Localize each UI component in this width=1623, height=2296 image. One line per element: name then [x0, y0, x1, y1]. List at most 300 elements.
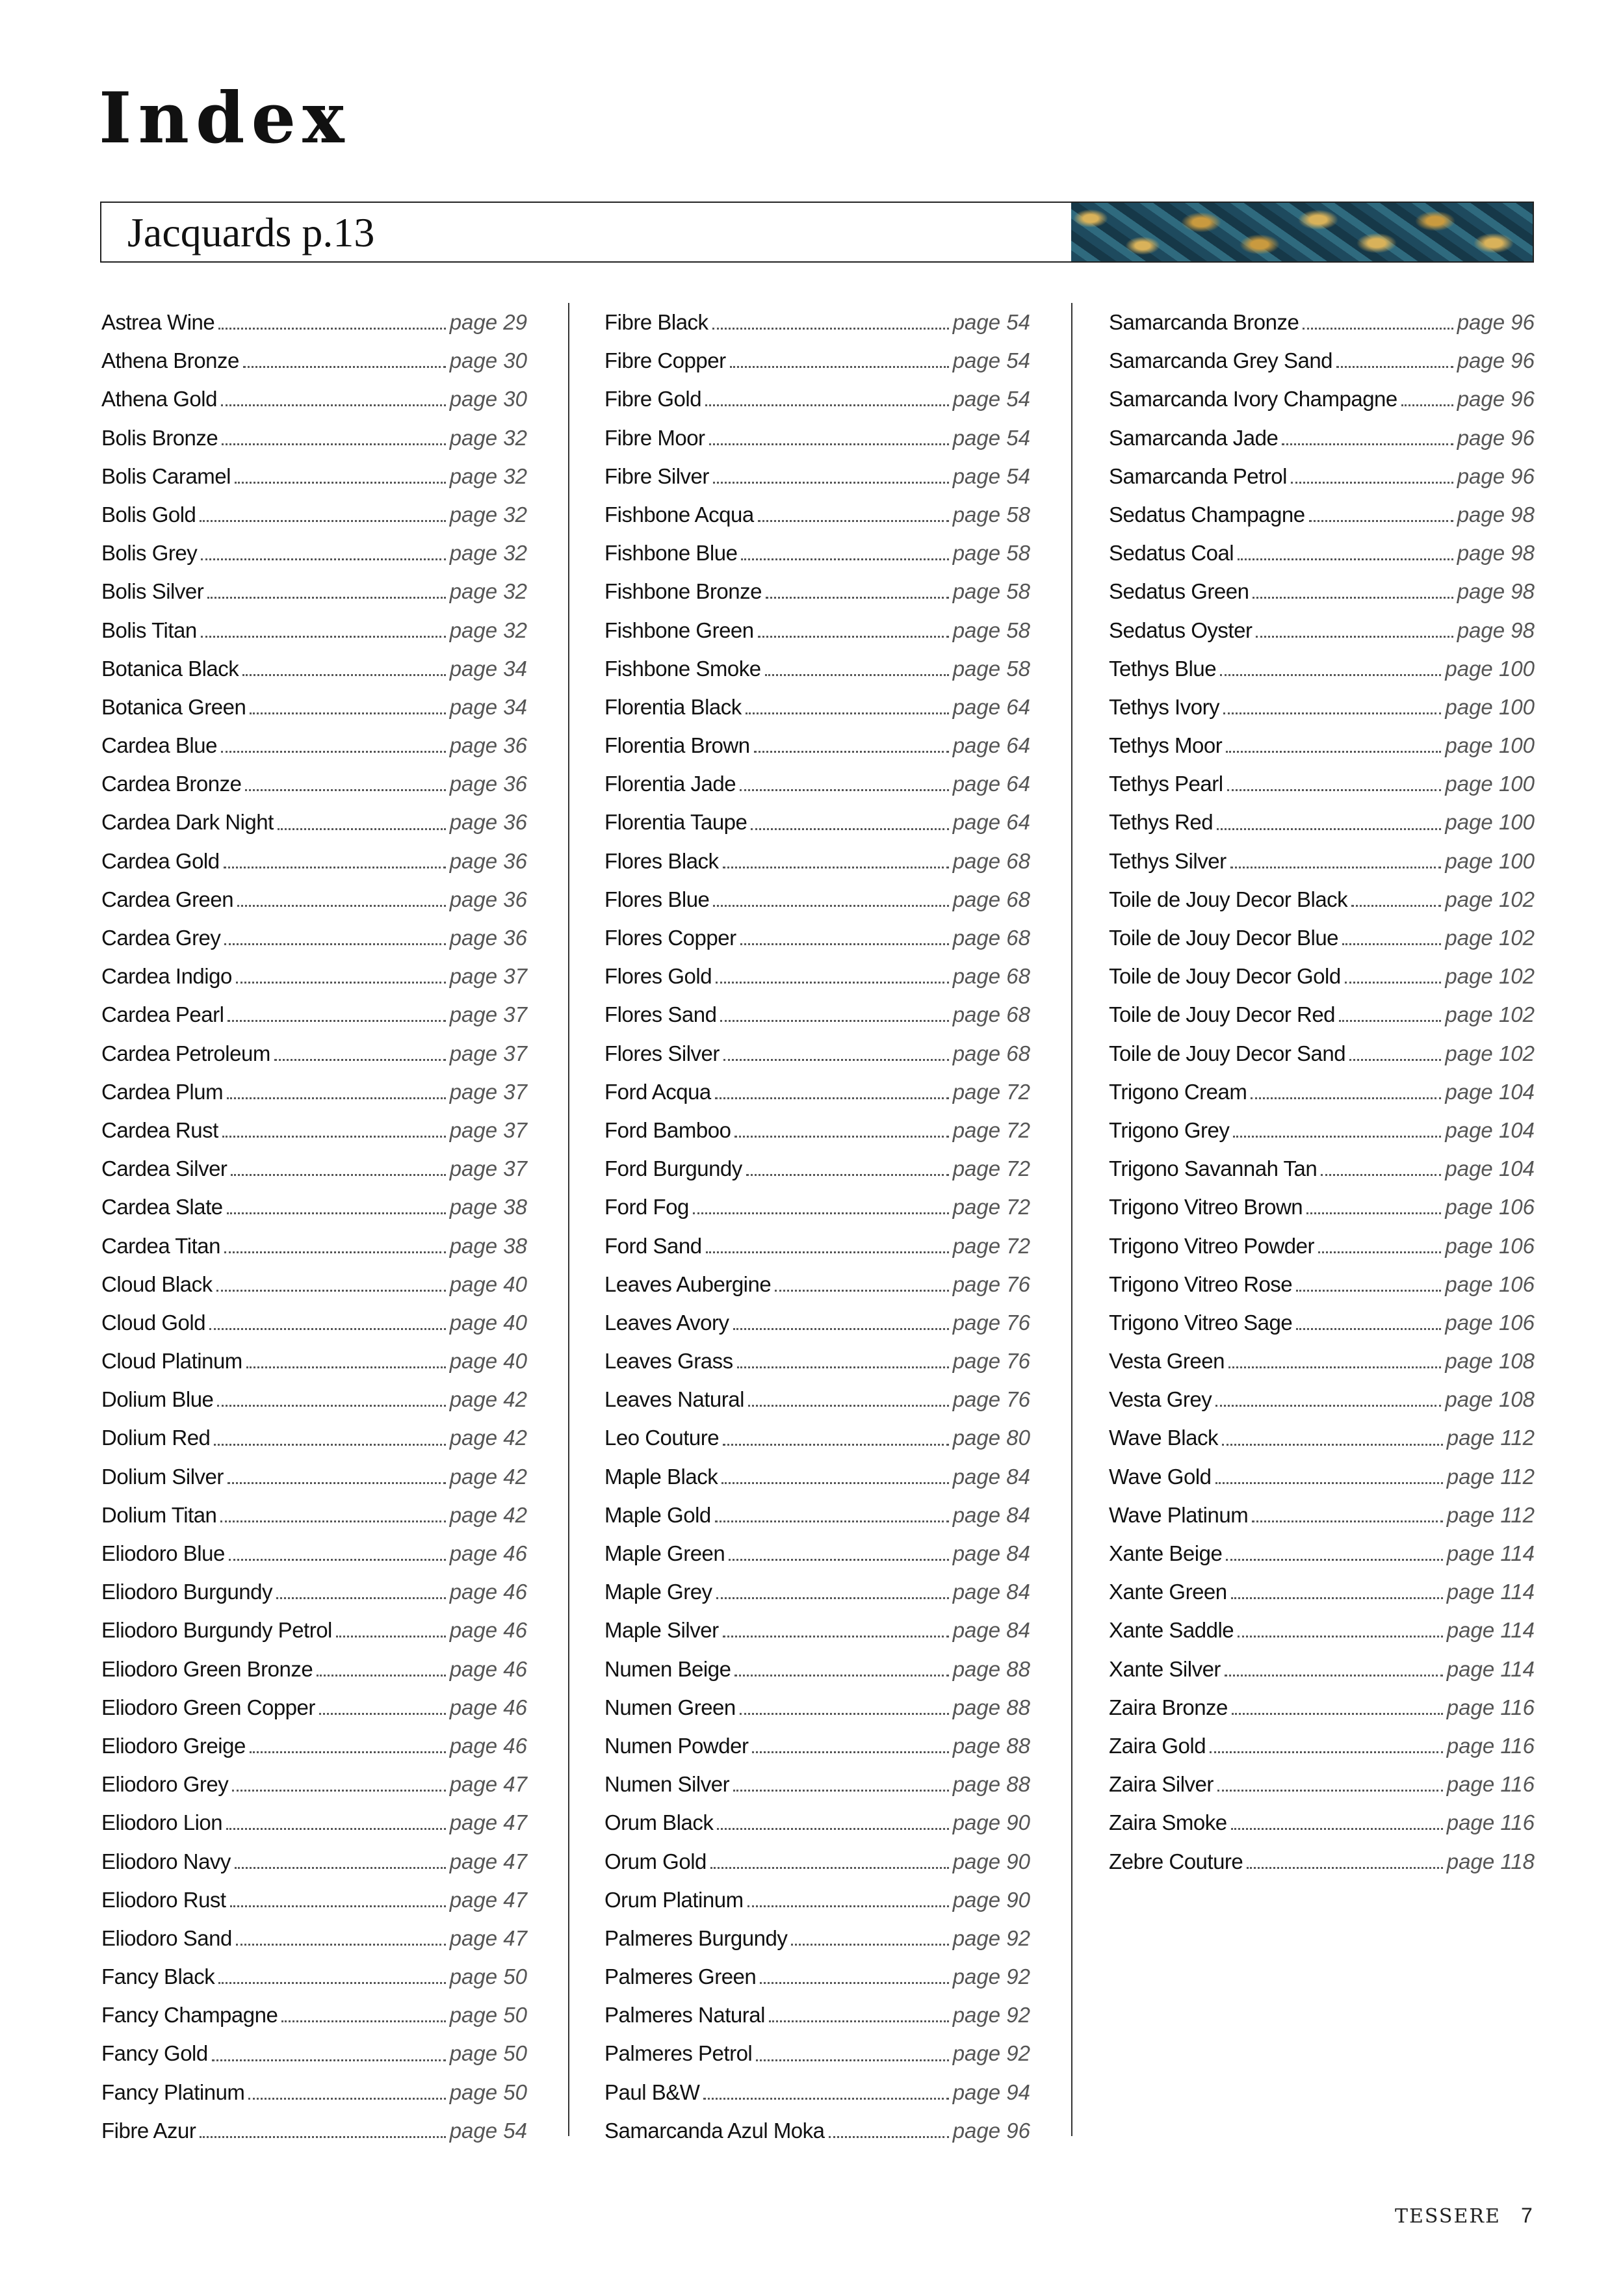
dot-leader [716, 982, 949, 984]
index-entry [1109, 1572, 1535, 1611]
page-title: Index [99, 77, 351, 159]
index-entry [1109, 495, 1535, 534]
dot-leader [236, 982, 446, 984]
index-entry [1109, 764, 1535, 803]
index-column-1 [101, 303, 527, 2150]
dot-leader [766, 597, 949, 599]
dot-leader [1225, 1675, 1443, 1676]
dot-leader [752, 1751, 948, 1753]
index-entry-name: Fibre Silver [604, 463, 709, 488]
index-entry [101, 957, 527, 995]
index-entry-name: Fishbone Blue [604, 541, 738, 566]
index-entry-name: Flores Blue [604, 887, 710, 911]
index-entry-page: page 116 [1446, 1733, 1535, 1758]
index-entry-page: page 90 [952, 1887, 1030, 1912]
index-entry-name: Flores Copper [604, 926, 736, 950]
dot-leader [760, 1982, 948, 1984]
dot-leader [236, 1944, 446, 1946]
index-entry-page: page 114 [1446, 1656, 1535, 1681]
index-entry [101, 572, 527, 610]
index-entry-name: Cardea Rust [101, 1117, 218, 1142]
index-entry [101, 1034, 527, 1073]
dot-leader [207, 597, 445, 599]
index-entry [101, 1111, 527, 1149]
section-title: Jacquards p.13 [127, 209, 375, 255]
index-entry-name: Sedatus Green [1109, 579, 1249, 604]
index-entry-name: Leaves Aubergine [604, 1272, 772, 1296]
index-entry-page: page 106 [1445, 1272, 1535, 1296]
index-entry-name: Vesta Green [1109, 1349, 1225, 1374]
index-entry [604, 1034, 1030, 1073]
index-entry-page: page 72 [952, 1079, 1030, 1104]
index-entry [101, 2111, 527, 2150]
index-entry [1109, 1418, 1535, 1457]
index-entry-page: page 88 [952, 1695, 1030, 1719]
dot-leader [221, 404, 446, 406]
dot-leader [200, 520, 445, 522]
index-entry [101, 1996, 527, 2034]
index-entry [101, 1303, 527, 1342]
index-entry [604, 534, 1030, 572]
dot-leader [231, 1174, 445, 1176]
index-entry-page: page 32 [449, 579, 527, 604]
index-entry [1109, 1227, 1535, 1265]
dot-leader [1231, 1828, 1443, 1830]
index-entry-page: page 72 [952, 1195, 1030, 1220]
index-entry-name: Xante Beige [1109, 1541, 1223, 1565]
index-entry-name: Toile de Jouy Decor Sand [1109, 1041, 1346, 1065]
index-entry-page: page 116 [1446, 1810, 1535, 1835]
index-entry [604, 1073, 1030, 1111]
dot-leader [1226, 751, 1441, 753]
index-entry [1109, 1534, 1535, 1572]
index-entry-page: page 84 [952, 1502, 1030, 1527]
index-entry-page: page 47 [449, 1849, 527, 1873]
index-entry [101, 1496, 527, 1534]
dot-leader [1238, 1636, 1443, 1637]
dot-leader [1217, 1790, 1443, 1792]
index-entry [604, 380, 1030, 418]
dot-leader [243, 366, 446, 368]
index-entry-name: Maple Gold [604, 1502, 711, 1527]
index-entry-name: Xante Green [1109, 1580, 1227, 1604]
index-entry-page: page 36 [449, 810, 527, 835]
index-entry [1109, 1342, 1535, 1380]
index-entry [604, 649, 1030, 688]
dot-leader [218, 328, 445, 330]
index-entry-name: Tethys Moor [1109, 733, 1223, 758]
index-entry-name: Cardea Plum [101, 1079, 224, 1104]
dot-leader [237, 905, 446, 907]
dot-leader [1336, 366, 1453, 368]
index-entry-name: Fancy Gold [101, 2041, 208, 2066]
index-entry-name: Botanica Black [101, 656, 239, 681]
index-entry-name: Astrea Wine [101, 310, 215, 334]
index-entry-name: Athena Bronze [101, 348, 239, 373]
index-entry [604, 1765, 1030, 1803]
index-entry-page: page 102 [1445, 1002, 1535, 1027]
index-entry-page: page 34 [449, 694, 527, 719]
dot-leader [734, 1136, 948, 1138]
index-entry [604, 1111, 1030, 1149]
index-entry-page: page 64 [952, 772, 1030, 796]
index-entry-name: Cloud Platinum [101, 1349, 242, 1374]
index-entry-page: page 54 [449, 2118, 527, 2143]
dot-leader [1217, 828, 1441, 830]
index-entry-page: page 112 [1446, 1502, 1535, 1527]
index-entry [604, 572, 1030, 610]
index-entry-page: page 102 [1445, 964, 1535, 989]
index-entry [1109, 1688, 1535, 1727]
index-entry-page: page 98 [1457, 579, 1535, 604]
index-entry-name: Cloud Gold [101, 1310, 206, 1335]
index-entry [604, 842, 1030, 880]
index-entry-name: Maple Silver [604, 1618, 719, 1643]
index-entry [101, 419, 527, 457]
index-entry-name: Trigono Cream [1109, 1079, 1247, 1104]
index-entry-name: Fishbone Bronze [604, 579, 762, 604]
index-entry [101, 534, 527, 572]
dot-leader [1256, 636, 1453, 638]
dot-leader [230, 1905, 446, 1907]
dot-leader [274, 1059, 446, 1061]
index-entry-name: Fishbone Green [604, 618, 754, 642]
index-entry [604, 1188, 1030, 1226]
index-entry-page: page 118 [1446, 1849, 1535, 1873]
index-entry-page: page 54 [952, 310, 1030, 334]
index-entry-page: page 108 [1445, 1349, 1535, 1374]
dot-leader [1231, 1597, 1443, 1599]
dot-leader [201, 558, 445, 560]
index-entry [604, 1881, 1030, 1919]
dot-leader [218, 1982, 445, 1984]
dot-leader [1220, 674, 1441, 676]
index-entry-page: page 68 [952, 964, 1030, 989]
column-divider [1071, 303, 1072, 2136]
index-entry-page: page 46 [449, 1618, 527, 1643]
index-entry-name: Fancy Black [101, 1964, 215, 1989]
index-entry [1109, 649, 1535, 688]
index-entry-page: page 46 [449, 1695, 527, 1719]
dot-leader [730, 366, 949, 368]
index-entry [604, 1265, 1030, 1303]
dot-leader [721, 1482, 948, 1484]
index-entry [604, 2111, 1030, 2150]
index-entry [604, 1572, 1030, 1611]
dot-leader [723, 1059, 949, 1061]
page-number: 7 [1521, 2204, 1533, 2227]
index-entry-name: Tethys Pearl [1109, 772, 1223, 796]
index-entry-name: Cardea Grey [101, 926, 221, 950]
index-entry-page: page 114 [1446, 1618, 1535, 1643]
dot-leader [201, 636, 446, 638]
index-entry-page: page 98 [1457, 618, 1535, 642]
dot-leader [729, 1559, 948, 1561]
index-entry-page: page 40 [449, 1310, 527, 1335]
dot-leader [775, 1290, 948, 1292]
index-entry-page: page 50 [449, 2041, 527, 2066]
index-entry [1109, 1380, 1535, 1418]
index-entry-name: Ford Sand [604, 1233, 702, 1258]
index-entry [101, 611, 527, 649]
index-entry-name: Samarcanda Ivory Champagne [1109, 387, 1397, 411]
dot-leader [1232, 1713, 1443, 1715]
dot-leader [713, 482, 949, 484]
index-entry-page: page 98 [1457, 502, 1535, 527]
index-entry-name: Cardea Petroleum [101, 1041, 270, 1065]
index-entry [604, 1149, 1030, 1188]
index-entry [101, 1650, 527, 1688]
index-entry-name: Bolis Bronze [101, 425, 218, 450]
index-entry [101, 1572, 527, 1611]
index-entry-page: page 34 [449, 656, 527, 681]
index-entry [101, 1957, 527, 1996]
index-entry-name: Fibre Azur [101, 2118, 196, 2143]
index-entry-page: page 32 [449, 463, 527, 488]
index-entry [101, 919, 527, 957]
dot-leader [1339, 1020, 1441, 1022]
dot-leader [1230, 867, 1442, 868]
index-entry-name: Orum Platinum [604, 1887, 744, 1912]
dot-leader [1296, 1290, 1441, 1292]
index-entry-name: Toile de Jouy Decor Red [1109, 1002, 1336, 1027]
index-entry [1109, 1611, 1535, 1649]
dot-leader [317, 1675, 446, 1676]
dot-leader [765, 674, 949, 676]
index-entry-page: page 47 [449, 1810, 527, 1835]
index-entry-page: page 76 [952, 1272, 1030, 1296]
dot-leader [229, 1559, 446, 1561]
dot-leader [1233, 1136, 1441, 1138]
index-entry-name: Leaves Natural [604, 1387, 744, 1412]
index-entry-name: Fibre Black [604, 310, 708, 334]
index-entry-page: page 102 [1445, 1041, 1535, 1065]
dot-leader [758, 520, 949, 522]
index-entry-name: Maple Grey [604, 1580, 712, 1604]
index-entry-page: page 106 [1445, 1310, 1535, 1335]
index-entry-name: Zaira Bronze [1109, 1695, 1228, 1719]
index-entry [1109, 1803, 1535, 1842]
dot-leader [829, 2136, 949, 2138]
index-entry-name: Zaira Silver [1109, 1772, 1214, 1797]
dot-leader [717, 1828, 948, 1830]
index-entry [101, 995, 527, 1034]
index-entry [101, 1765, 527, 1803]
index-entry-name: Samarcanda Bronze [1109, 310, 1299, 334]
index-entry-page: page 98 [1457, 541, 1535, 566]
index-entry [101, 1842, 527, 1881]
index-entry-name: Athena Gold [101, 387, 217, 411]
dot-leader [1228, 1366, 1441, 1368]
index-entry [604, 303, 1030, 341]
index-entry [101, 803, 527, 841]
dot-leader [751, 828, 948, 830]
index-entry-page: page 114 [1446, 1541, 1535, 1565]
dot-leader [220, 1520, 445, 1522]
dot-leader [1215, 1405, 1441, 1407]
index-entry-name: Eliodoro Lion [101, 1810, 223, 1835]
index-entry-name: Samarcanda Petrol [1109, 463, 1287, 488]
dot-leader [723, 1444, 949, 1446]
index-entry [604, 1803, 1030, 1842]
index-entry-name: Dolium Titan [101, 1502, 217, 1527]
dot-leader [1253, 597, 1453, 599]
index-entry-page: page 40 [449, 1272, 527, 1296]
index-entry [1109, 303, 1535, 341]
index-entry [604, 764, 1030, 803]
index-entry-name: Eliodoro Grey [101, 1772, 229, 1797]
dot-leader [224, 1251, 446, 1253]
index-entry-page: page 37 [449, 1117, 527, 1142]
index-entry [101, 1688, 527, 1727]
index-entry [101, 2073, 527, 2111]
index-entry [604, 880, 1030, 919]
index-entry-name: Xante Saddle [1109, 1618, 1234, 1643]
index-entry [101, 1457, 527, 1496]
dot-leader [733, 1328, 949, 1330]
index-entry-name: Ford Acqua [604, 1079, 711, 1104]
index-entry-name: Toile de Jouy Decor Gold [1109, 964, 1341, 989]
index-entry-page: page 68 [952, 1002, 1030, 1027]
index-entry-page: page 58 [952, 656, 1030, 681]
index-entry-page: page 92 [952, 1964, 1030, 1989]
index-entry-page: page 100 [1445, 656, 1535, 681]
dot-leader [227, 1212, 446, 1214]
index-entry-name: Ford Fog [604, 1195, 689, 1220]
dot-leader [716, 1597, 949, 1599]
index-entry [1109, 1034, 1535, 1073]
index-entry-page: page 72 [952, 1117, 1030, 1142]
index-entry-page: page 96 [1457, 387, 1535, 411]
dot-leader [1238, 558, 1453, 560]
index-entry [101, 880, 527, 919]
index-entry-name: Florentia Taupe [604, 810, 747, 835]
dot-leader [693, 1212, 949, 1214]
dot-leader [733, 1790, 949, 1792]
dot-leader [746, 712, 949, 714]
index-entry [604, 495, 1030, 534]
dot-leader [1306, 1212, 1441, 1214]
index-entry-page: page 68 [952, 848, 1030, 873]
index-entry-page: page 96 [1457, 310, 1535, 334]
dot-leader [245, 789, 445, 791]
index-entry [1109, 1727, 1535, 1765]
index-entry-page: page 90 [952, 1849, 1030, 1873]
index-entry [101, 495, 527, 534]
index-entry [1109, 534, 1535, 572]
dot-leader [227, 1097, 446, 1099]
index-entry-name: Numen Beige [604, 1656, 731, 1681]
dot-leader [720, 1020, 948, 1022]
index-entry-page: page 106 [1445, 1195, 1535, 1220]
index-entry-page: page 50 [449, 2003, 527, 2028]
dot-leader [319, 1713, 446, 1715]
dot-leader [248, 2098, 445, 2100]
dot-leader [740, 1713, 949, 1715]
index-entry-page: page 54 [952, 425, 1030, 450]
index-entry-name: Numen Silver [604, 1772, 730, 1797]
index-entry [604, 611, 1030, 649]
index-entry-page: page 47 [449, 1887, 527, 1912]
index-entry [1109, 726, 1535, 764]
dot-leader [1303, 328, 1453, 330]
dot-leader [1210, 1751, 1443, 1753]
index-entry [604, 2073, 1030, 2111]
index-entry-page: page 102 [1445, 887, 1535, 911]
dot-leader [221, 751, 446, 753]
index-entry-name: Florentia Black [604, 694, 742, 719]
index-entry [604, 1342, 1030, 1380]
index-entry-name: Leaves Avory [604, 1310, 729, 1335]
index-entry-page: page 50 [449, 2080, 527, 2104]
index-entry-name: Dolium Red [101, 1426, 211, 1450]
index-entry-page: page 30 [449, 348, 527, 373]
index-entry-page: page 64 [952, 810, 1030, 835]
index-entry-page: page 42 [449, 1387, 527, 1412]
index-entry-page: page 100 [1445, 733, 1535, 758]
dot-leader [740, 789, 949, 791]
dot-leader [705, 404, 949, 406]
index-entry [604, 1957, 1030, 1996]
dot-leader [214, 1444, 445, 1446]
index-entry [1109, 957, 1535, 995]
index-entry-name: Sedatus Oyster [1109, 618, 1253, 642]
index-entry [604, 419, 1030, 457]
dot-leader [1247, 1867, 1443, 1869]
index-entry-name: Toile de Jouy Decor Blue [1109, 926, 1339, 950]
dot-leader [278, 828, 446, 830]
index-entry [604, 1842, 1030, 1881]
index-entry-name: Numen Powder [604, 1733, 749, 1758]
index-entry [101, 1073, 527, 1111]
index-entry-name: Zaira Smoke [1109, 1810, 1227, 1835]
index-entry [1109, 1265, 1535, 1303]
index-entry [604, 726, 1030, 764]
dot-leader [281, 2020, 445, 2022]
index-entry-name: Numen Green [604, 1695, 736, 1719]
index-entry-name: Flores Gold [604, 964, 712, 989]
index-entry-name: Ford Bamboo [604, 1117, 731, 1142]
index-entry-page: page 104 [1445, 1156, 1535, 1181]
dot-leader [1291, 482, 1453, 484]
index-entry-page: page 76 [952, 1387, 1030, 1412]
dot-leader [222, 1136, 446, 1138]
index-entry-name: Fishbone Smoke [604, 656, 761, 681]
index-entry [101, 726, 527, 764]
index-entry-page: page 80 [952, 1426, 1030, 1450]
index-entry-page: page 88 [952, 1733, 1030, 1758]
index-entry-page: page 36 [449, 848, 527, 873]
dot-leader [740, 943, 949, 945]
index-entry-page: page 29 [449, 310, 527, 334]
index-entry-name: Cardea Dark Night [101, 810, 274, 835]
index-entry [604, 2034, 1030, 2072]
index-entry-name: Cardea Indigo [101, 964, 232, 989]
index-entry-page: page 58 [952, 502, 1030, 527]
dot-leader [222, 443, 445, 445]
index-entry-page: page 64 [952, 733, 1030, 758]
dot-leader [1222, 1444, 1443, 1446]
index-entry-page: page 114 [1446, 1580, 1535, 1604]
dot-leader [1296, 1328, 1441, 1330]
dot-leader [715, 1097, 949, 1099]
index-entry-page: page 94 [952, 2080, 1030, 2104]
index-entry-page: page 46 [449, 1580, 527, 1604]
index-entry-page: page 112 [1446, 1426, 1535, 1450]
column-divider [568, 303, 569, 2136]
index-entry-page: page 68 [952, 926, 1030, 950]
index-entry [101, 1881, 527, 1919]
